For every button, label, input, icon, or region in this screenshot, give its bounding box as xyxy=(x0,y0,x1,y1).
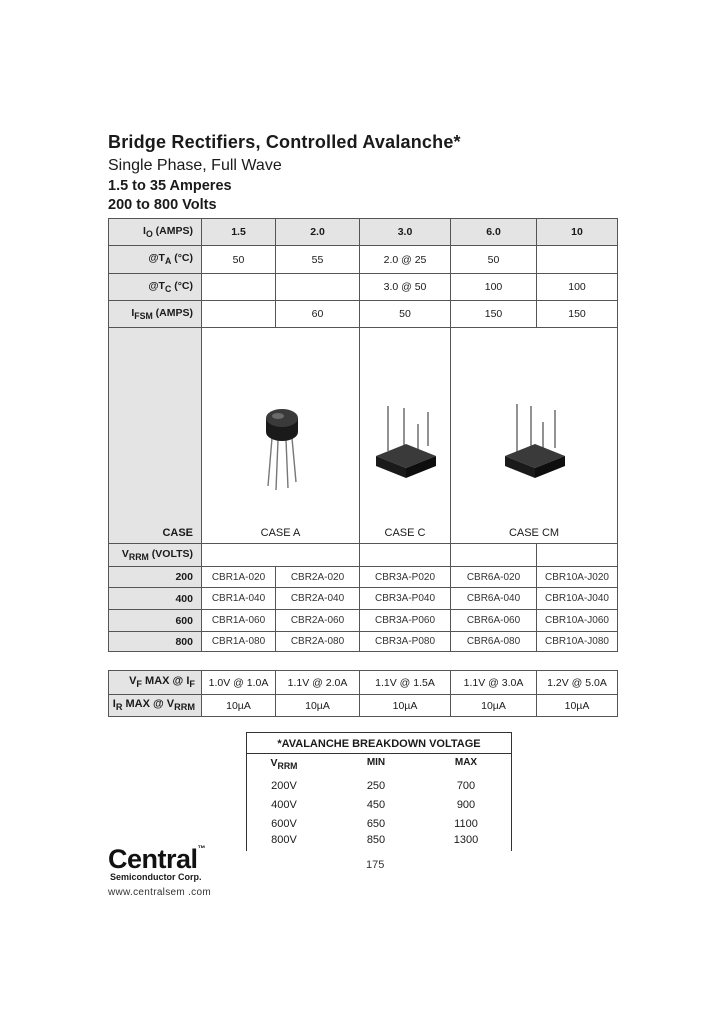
ir-row xyxy=(109,695,618,717)
subtitle-amps: 1.5 to 35 Amperes xyxy=(108,178,232,194)
voltage-label: 800 xyxy=(109,632,202,652)
io-value: 2.0 xyxy=(276,219,360,246)
part-number: CBR1A-040 xyxy=(202,588,276,610)
case-c-label: CASE C xyxy=(384,527,426,539)
vrrm-label: $V_{RRM}$ (VOLTS) xyxy=(109,544,202,567)
part-row xyxy=(109,610,618,632)
company-name: Semiconductor Corp. xyxy=(110,872,202,882)
part-number: CBR10A-J060 xyxy=(537,610,618,632)
case-cm-package-icon xyxy=(451,392,618,492)
vf-value: 1.1V @ 3.0A xyxy=(451,671,537,695)
ifsm-value: 150 xyxy=(451,301,537,328)
ir-value: 10µA xyxy=(451,695,537,717)
part-number: CBR6A-060 xyxy=(451,610,537,632)
avalanche-min: 450 xyxy=(366,799,386,811)
central-logo: Central™ xyxy=(108,844,206,874)
part-number: CBR2A-020 xyxy=(276,567,360,588)
case-c-cell xyxy=(360,328,451,544)
case-row xyxy=(109,328,618,544)
avalanche-min: 850 xyxy=(366,834,386,846)
vf-value: 1.2V @ 5.0A xyxy=(537,671,618,695)
ta-value: 50 xyxy=(451,246,537,274)
voltage-label: 400 xyxy=(109,588,202,610)
ifsm-value: 50 xyxy=(360,301,451,328)
part-row xyxy=(109,588,618,610)
ir-label: $I_R$ MAX @ $V_{RRM}$ xyxy=(109,695,202,717)
case-a-package-icon xyxy=(202,398,360,498)
ta-value: 55 xyxy=(276,246,360,274)
page-number: 175 xyxy=(366,859,385,871)
vf-row xyxy=(109,671,618,695)
avalanche-voltage: 400V xyxy=(271,799,297,811)
vrrm-header-row xyxy=(109,544,618,567)
io-label: $I_O$ (AMPS) xyxy=(109,219,202,246)
part-number: CBR10A-J020 xyxy=(537,567,618,588)
avalanche-max: 1100 xyxy=(454,818,478,830)
case-cm-label: CASE CM xyxy=(508,527,560,539)
ifsm-row xyxy=(109,301,618,328)
subtitle-phase: Single Phase, Full Wave xyxy=(108,157,282,174)
avalanche-voltage: 200V xyxy=(271,780,297,792)
ir-value: 10µA xyxy=(360,695,451,717)
avalanche-table xyxy=(246,732,512,851)
case-c-package-icon xyxy=(360,396,451,496)
avalanche-title: *AVALANCHE BREAKDOWN VOLTAGE xyxy=(277,738,481,750)
avalanche-col-vrrm: $V_{RRM}$ xyxy=(270,757,298,772)
case-label: CASE xyxy=(109,328,202,544)
part-number: CBR6A-020 xyxy=(451,567,537,588)
tc-value: 100 xyxy=(451,274,537,301)
part-number: CBR1A-060 xyxy=(202,610,276,632)
vf-value: 1.1V @ 2.0A xyxy=(276,671,360,695)
part-number: CBR3A-P060 xyxy=(360,610,451,632)
case-a-cell xyxy=(202,328,360,544)
io-row xyxy=(109,219,618,246)
avalanche-min: 650 xyxy=(366,818,386,830)
part-number: CBR10A-J040 xyxy=(537,588,618,610)
avalanche-max: 1300 xyxy=(453,834,479,846)
part-number: CBR1A-020 xyxy=(202,567,276,588)
ifsm-label: $I_{FSM}$ (AMPS) xyxy=(109,301,202,328)
io-value: 6.0 xyxy=(451,219,537,246)
part-number: CBR2A-060 xyxy=(276,610,360,632)
vf-label: $V_F$ MAX @ $I_F$ xyxy=(109,671,202,695)
avalanche-voltage: 800V xyxy=(271,834,297,846)
avalanche-divider xyxy=(247,753,511,754)
ifsm-value xyxy=(202,301,276,328)
electrical-table xyxy=(108,670,618,717)
part-number: CBR3A-P040 xyxy=(360,588,451,610)
avalanche-voltage: 600V xyxy=(271,818,297,830)
part-number: CBR2A-040 xyxy=(276,588,360,610)
ta-label: $@T_A$ (°C) xyxy=(109,246,202,274)
avalanche-col-max: MAX xyxy=(454,757,478,768)
avalanche-max: 900 xyxy=(456,799,476,811)
part-number: CBR2A-080 xyxy=(276,632,360,652)
vf-value: 1.0V @ 1.0A xyxy=(202,671,276,695)
voltage-label: 200 xyxy=(109,567,202,588)
ifsm-value: 150 xyxy=(537,301,618,328)
part-row xyxy=(109,567,618,588)
case-cm-cell xyxy=(451,328,618,544)
ifsm-value: 60 xyxy=(276,301,360,328)
avalanche-max: 700 xyxy=(456,780,476,792)
part-number: CBR6A-040 xyxy=(451,588,537,610)
ta-value xyxy=(537,246,618,274)
page-title: Bridge Rectifiers, Controlled Avalanche* xyxy=(108,132,461,152)
tc-value xyxy=(202,274,276,301)
ta-value: 2.0 @ 25 xyxy=(360,246,451,274)
vf-value: 1.1V @ 1.5A xyxy=(360,671,451,695)
io-value: 10 xyxy=(537,219,618,246)
tc-label: $@T_C$ (°C) xyxy=(109,274,202,301)
part-number: CBR3A-P020 xyxy=(360,567,451,588)
io-value: 3.0 xyxy=(360,219,451,246)
tc-value: 3.0 @ 50 xyxy=(360,274,451,301)
io-value: 1.5 xyxy=(202,219,276,246)
part-number: CBR10A-J080 xyxy=(537,632,618,652)
ta-row xyxy=(109,246,618,274)
website-link[interactable]: www.centralsem .com xyxy=(108,887,211,898)
avalanche-min: 250 xyxy=(366,780,386,792)
ir-value: 10µA xyxy=(202,695,276,717)
part-number: CBR1A-080 xyxy=(202,632,276,652)
tc-row xyxy=(109,274,618,301)
voltage-label: 600 xyxy=(109,610,202,632)
part-number: CBR6A-080 xyxy=(451,632,537,652)
tc-value: 100 xyxy=(537,274,618,301)
subtitle-volts: 200 to 800 Volts xyxy=(108,197,217,213)
ir-value: 10µA xyxy=(276,695,360,717)
part-row xyxy=(109,632,618,652)
avalanche-col-min: MIN xyxy=(366,757,386,768)
ta-value: 50 xyxy=(202,246,276,274)
case-a-label: CASE A xyxy=(260,527,301,539)
part-number: CBR3A-P080 xyxy=(360,632,451,652)
tc-value xyxy=(276,274,360,301)
ir-value: 10µA xyxy=(537,695,618,717)
ratings-table xyxy=(108,218,618,652)
